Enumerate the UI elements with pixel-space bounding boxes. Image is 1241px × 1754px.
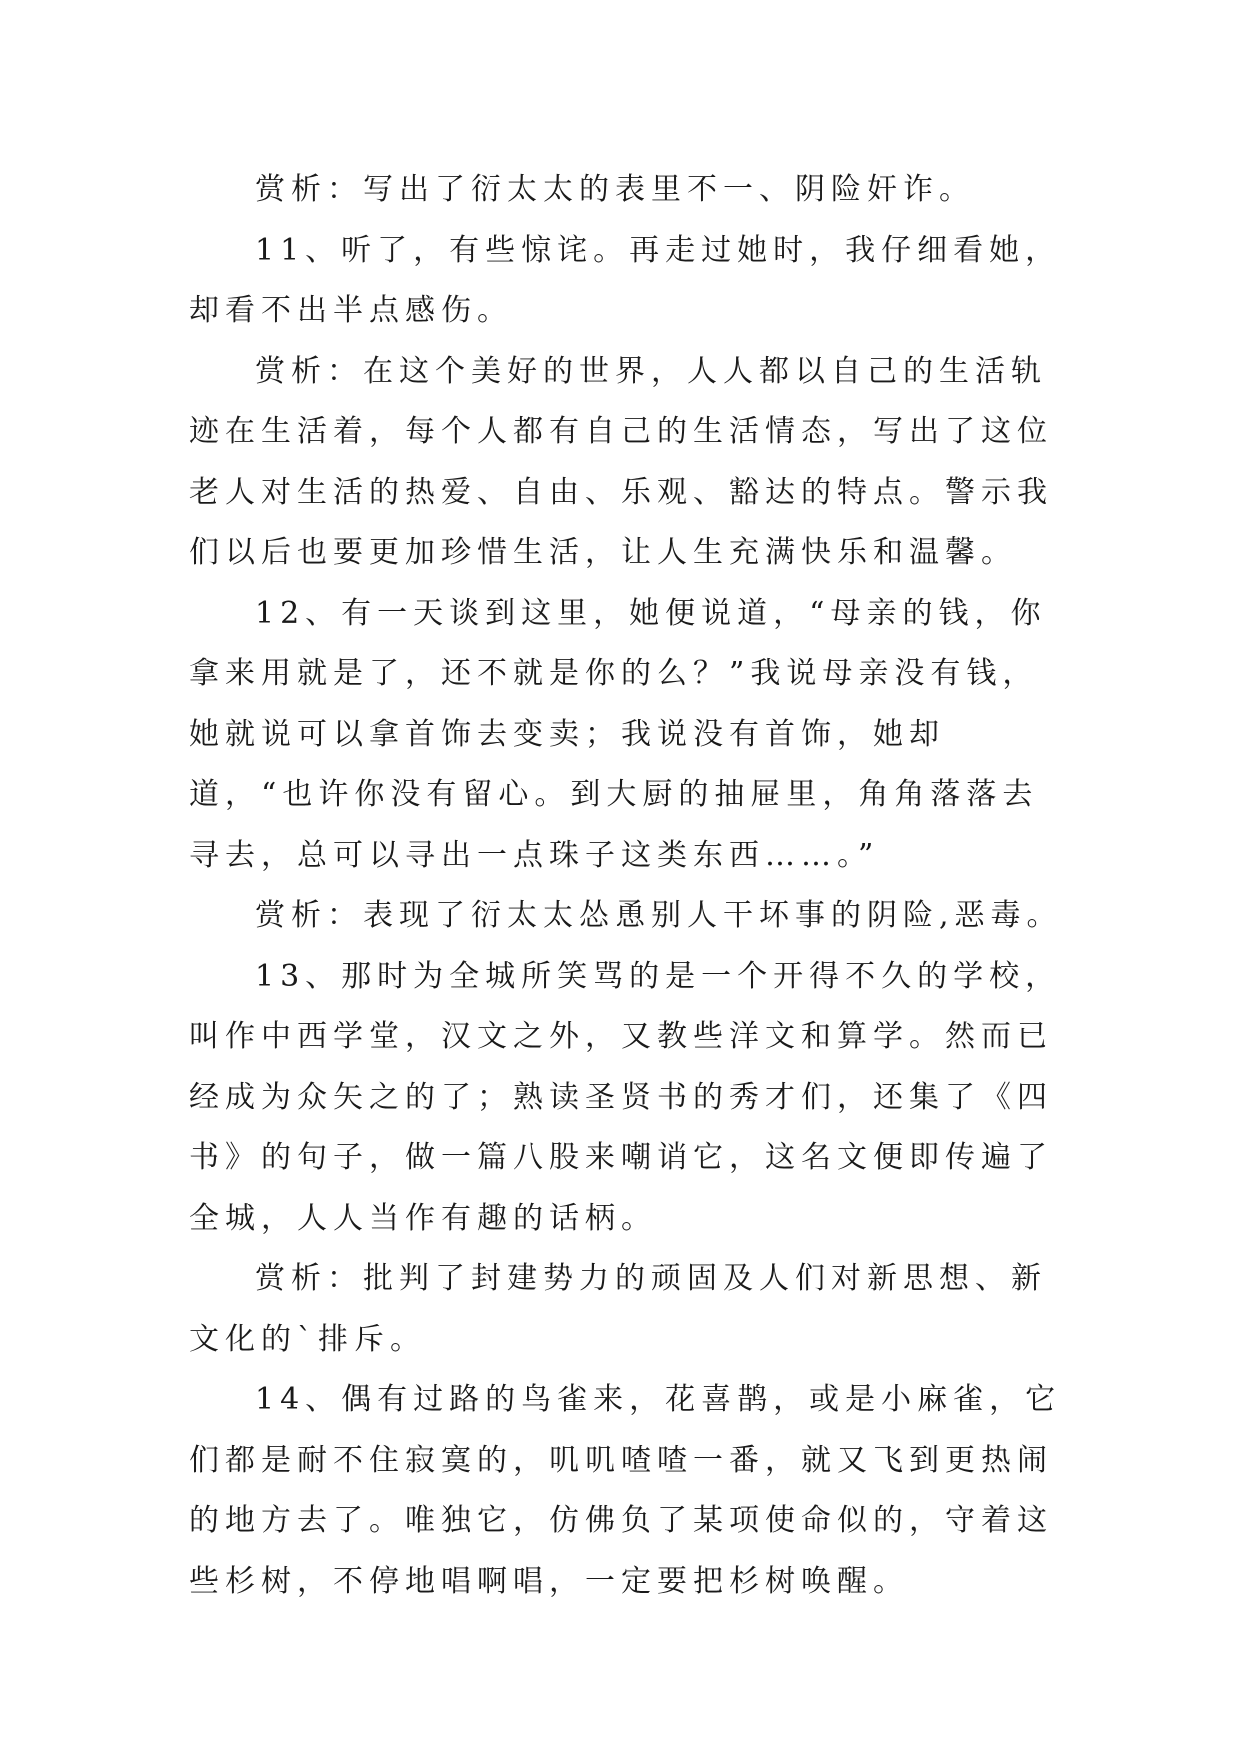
paragraph-appreciation-12: 赏析：表现了衍太太怂恿别人干坏事的阴险,恶毒。 xyxy=(255,898,1063,933)
paragraph-item-13: 13、那时为全城所笑骂的是一个开得不久的学校，叫作中西学堂，汉文之外，又教些洋文和算学。然而已经成为众矢之的了；熟读圣贤书的秀才们，还集了《四书》的句子，做一篇八股来嘲诮它，这名文便即传遍了全城，人人当作有趣的话柄。 xyxy=(189,958,1062,1236)
paragraph-item-14: 14、偶有过路的鸟雀来，花喜鹊，或是小麻雀，它们都是耐不住寂寞的，叽叽喳喳一番，就又飞到更热闹的地方去了。唯独它，仿佛负了某项使命似的，守着这些杉树，不停地唱啊唱，一定要把杉树唤醒。 xyxy=(189,1382,1062,1599)
paragraph-item-11: 11、听了，有些惊诧。再走过她时，我仔细看她，却看不出半点感伤。 xyxy=(189,232,1062,328)
document-body xyxy=(189,160,1069,1612)
paragraph-appreciation-10: 赏析：写出了衍太太的表里不一、阴险奸诈。 xyxy=(255,172,975,207)
paragraph-appreciation-13: 赏析：批判了封建势力的顽固及人们对新思想、新文化的`排斥。 xyxy=(189,1261,1047,1357)
paragraph-appreciation-11: 赏析：在这个美好的世界，人人都以自己的生活轨迹在生活着，每个人都有自己的生活情态，写出了这位老人对生活的热爱、自由、乐观、豁达的特点。警示我们以后也要更加珍惜生活，让人生充满快乐和温馨。 xyxy=(189,353,1053,570)
paragraph-item-12: 12、有一天谈到这里，她便说道，“母亲的钱，你拿来用就是了，还不就是你的么？”我说母亲没有钱，她就说可以拿首饰去变卖；我说没有首饰，她却道，“也许你没有留心。到大厨的抽屉里，角角落落去寻去，总可以寻出一点珠子这类东西……。” xyxy=(189,595,1047,873)
